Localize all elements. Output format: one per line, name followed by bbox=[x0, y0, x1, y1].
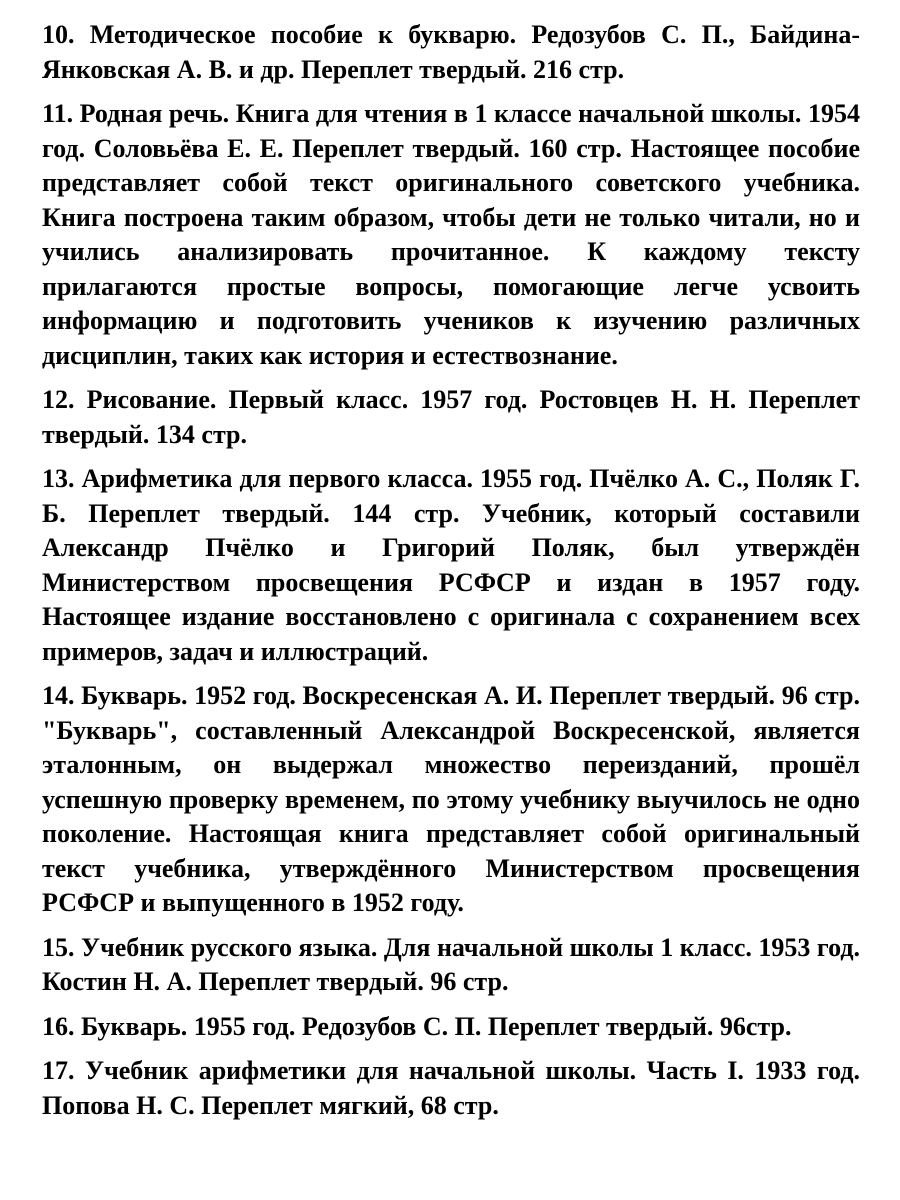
book-entry-13: 13. Арифметика для первого класса. 1955 год. Пчёлко А. С., Поляк Г. Б. Переплет твердый. 144 стр. Учебник, который составили Александр Пчёлко и Григорий Поляк, был утверждён Министерством просвещения РСФСР и издан в 1957 году. Настоящее издание восстановлено с оригинала с сохранением всех примеров, задач и иллюстраций. bbox=[42, 464, 860, 666]
book-entry-11: 11. Родная речь. Книга для чтения в 1 классе начальной школы. 1954 год. Соловьёва Е. Е. Переплет твердый. 160 стр. Настоящее пособие представляет собой текст оригинального советского учебника. Книга построена таким образом, чтобы дети не только читали, но и учились анализировать прочитанное. К каждому тексту прилагаются простые вопросы, помогающие легче усвоить информацию и подготовить учеников к изучению различных дисциплин, таких как история и естествознание. bbox=[42, 99, 860, 370]
book-entry-10: 10. Методическое пособие к букварю. Редозубов С. П., Байдина-Янковская А. В. и др. Переплет твердый. 216 стр. bbox=[42, 20, 860, 84]
book-entry-12: 12. Рисование. Первый класс. 1957 год. Ростовцев Н. Н. Переплет твердый. 134 стр. bbox=[42, 385, 860, 449]
book-entry-16: 16. Букварь. 1955 год. Редозубов С. П. Переплет твердый. 96стр. bbox=[42, 1011, 792, 1041]
book-entry-14: 14. Букварь. 1952 год. Воскресенская А. И. Переплет твердый. 96 стр. "Букварь", составленный Александрой Воскресенской, является эталонным, он выдержал множество переизданий, прошёл успешную проверку временем, по этому учебнику выучилось не одно поколение. Настоящая книга представляет собой оригинальный текст учебника, утверждённого Министерством просвещения РСФСР и выпущенного в 1952 году. bbox=[42, 681, 860, 917]
book-entry-15: 15. Учебник русского языка. Для начальной школы 1 класс. 1953 год. Костин Н. А. Переплет твердый. 96 стр. bbox=[42, 932, 860, 996]
book-list bbox=[42, 18, 860, 1133]
book-entry-17: 17. Учебник арифметики для начальной школы. Часть I. 1933 год. Попова Н. С. Переплет мягкий, 68 стр. bbox=[42, 1056, 860, 1120]
